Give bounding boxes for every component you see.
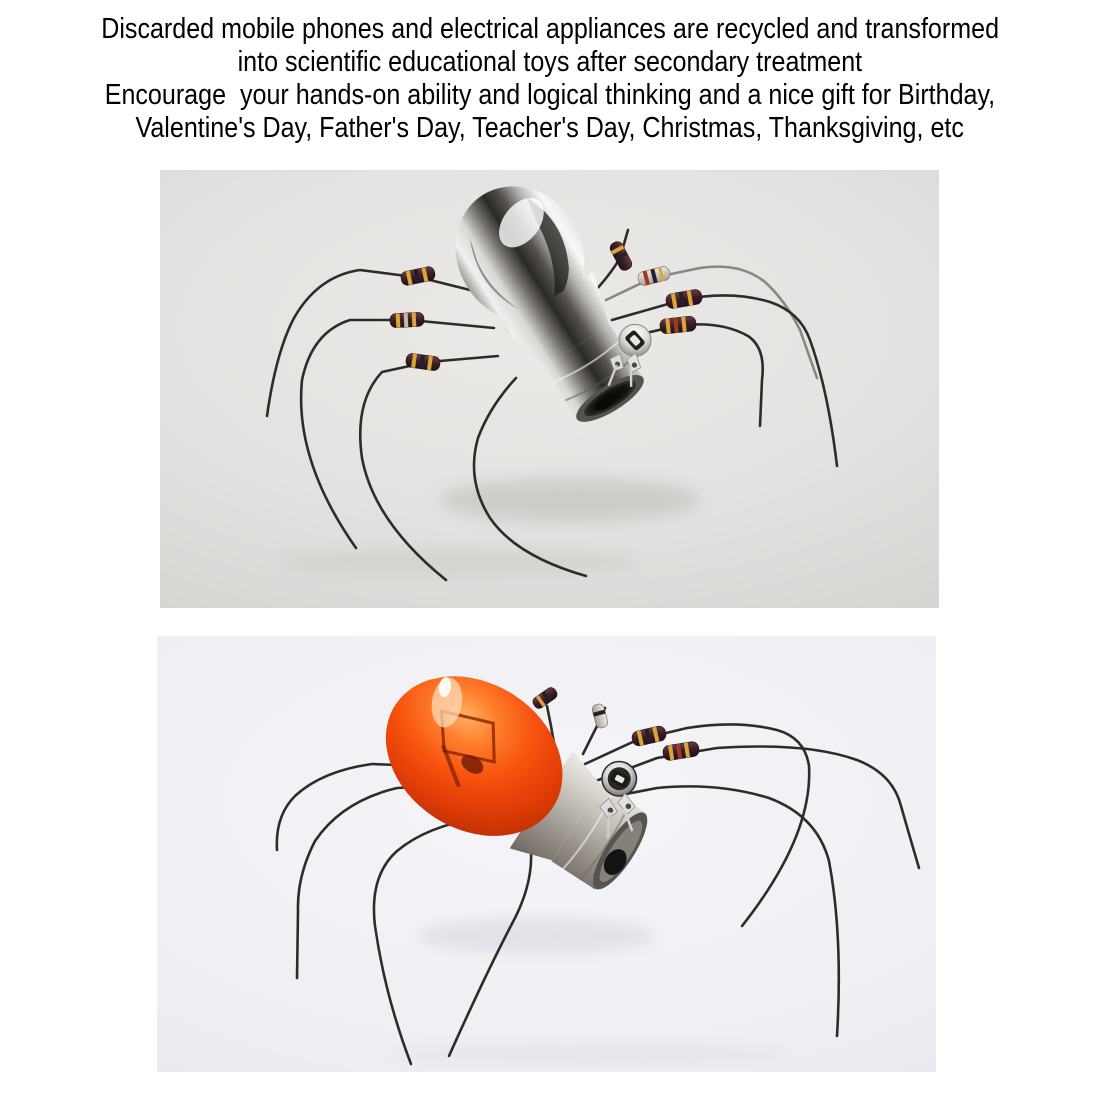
resistor xyxy=(591,703,609,729)
resistor xyxy=(637,265,671,286)
resistor xyxy=(400,266,436,287)
orange-bulb-spider-illustration xyxy=(157,636,936,1072)
resistor xyxy=(662,741,700,761)
resistor xyxy=(631,725,668,747)
header-text xyxy=(0,13,1100,145)
chrome-bulb-spider-illustration xyxy=(160,170,939,608)
resistor xyxy=(405,353,441,372)
floor-shadow xyxy=(387,918,787,1066)
header-line-2: into scientific educational toys after secondary treatment xyxy=(237,46,863,78)
bulb-body xyxy=(356,637,676,920)
resistor xyxy=(608,240,634,273)
header-line-3: Encourage your hands-on ability and logical thinking and a nice gift for Birthday, xyxy=(104,79,996,111)
resistor xyxy=(659,316,696,335)
header-line-1: Discarded mobile phones and electrical appliances are recycled and transformed xyxy=(101,13,999,45)
resistor xyxy=(665,288,703,309)
bulb-body xyxy=(430,170,679,442)
header-line-4: Valentine's Day, Father's Day, Teacher's Day, Christmas, Thanksgiving, etc xyxy=(135,112,965,144)
orange-bulb-spider-photo xyxy=(157,636,936,1072)
resistor xyxy=(390,312,425,328)
chrome-bulb-spider-photo xyxy=(160,170,939,608)
resistor xyxy=(531,686,559,711)
